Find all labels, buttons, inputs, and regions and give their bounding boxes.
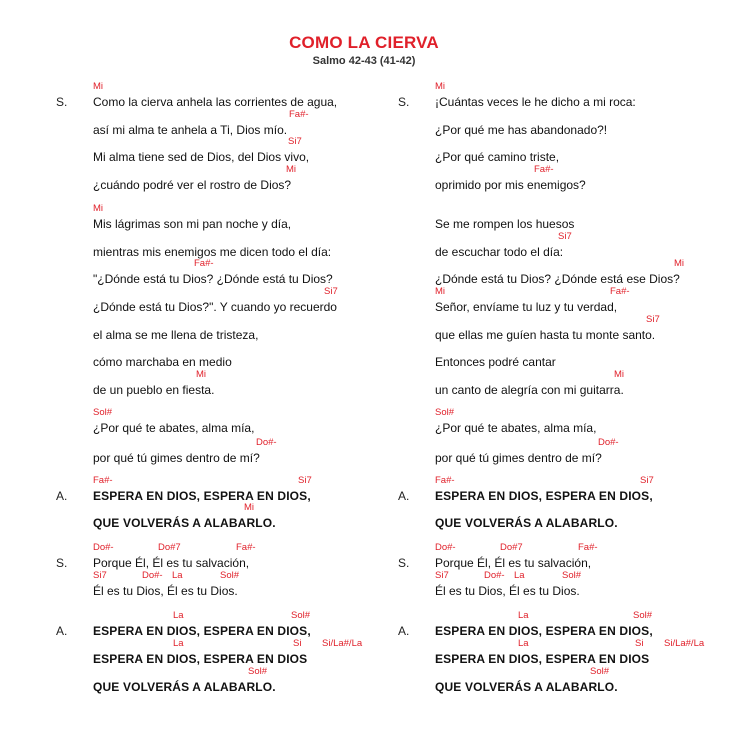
chord-label: Mi: [93, 81, 104, 92]
lyric-line: que ellas me guíen hasta tu monte santo.: [435, 328, 656, 342]
lyric-line: Mis lágrimas son mi pan noche y día,: [93, 217, 292, 231]
chord-label: Do#7: [500, 542, 523, 553]
lyric-line: por qué tú gimes dentro de mí?: [435, 451, 602, 465]
chord-label: Fa#-: [534, 164, 554, 175]
section-label: S.: [398, 95, 410, 109]
lyric-line: Señor, envíame tu luz y tu verdad,: [435, 300, 618, 314]
lyric-line: mientras mis enemigos me dicen todo el día:: [93, 245, 332, 259]
chord-label: Do#7: [158, 542, 181, 553]
chord-label: La: [173, 638, 184, 649]
lyric-line: ¿Por qué te abates, alma mía,: [93, 421, 255, 435]
chord-label: Mi: [196, 369, 207, 380]
lyric-line: ¿cuándo podré ver el rostro de Dios?: [93, 178, 292, 192]
chord-label: Sol#: [220, 570, 240, 581]
refrain-line: ESPERA EN DIOS, ESPERA EN DIOS: [93, 652, 308, 666]
lyric-line: ¿Por qué te abates, alma mía,: [435, 421, 597, 435]
chord-label: Do#-: [93, 542, 114, 553]
refrain-line: ESPERA EN DIOS, ESPERA EN DIOS,: [435, 624, 653, 638]
lyric-line: Entonces podré cantar: [435, 355, 556, 369]
refrain-line: QUE VOLVERÁS A ALABARLO.: [93, 680, 276, 694]
refrain-line: ESPERA EN DIOS, ESPERA EN DIOS,: [93, 489, 311, 503]
chord-label: Mi: [614, 369, 625, 380]
refrain-line: QUE VOLVERÁS A ALABARLO.: [435, 680, 618, 694]
lyric-line: por qué tú gimes dentro de mí?: [93, 451, 260, 465]
chord-label: Mi: [435, 286, 446, 297]
chord-label: Si7: [93, 570, 107, 581]
chord-label: Do#-: [598, 437, 619, 448]
lyric-line: ¿Por qué camino triste,: [435, 150, 560, 164]
chord-label: Do#-: [256, 437, 277, 448]
section-label: S.: [398, 556, 410, 570]
chord-label: Mi: [674, 258, 685, 269]
lyric-line: oprimido por mis enemigos?: [435, 178, 586, 192]
chord-label: Si/La#/La: [664, 638, 705, 649]
chord-label: Si: [635, 638, 644, 649]
lyric-line: así mi alma te anhela a Ti, Dios mío.: [93, 123, 288, 137]
chord-label: Do#-: [435, 542, 456, 553]
chord-label: Fa#-: [93, 475, 113, 486]
chord-label: Sol#: [291, 610, 311, 621]
chord-label: Fa#-: [236, 542, 256, 553]
chord-label: Si: [293, 638, 302, 649]
lyric-line: ¡Cuántas veces le he dicho a mi roca:: [435, 95, 636, 109]
chord-label: Mi: [93, 203, 104, 214]
lyric-line: el alma se me llena de tristeza,: [93, 328, 259, 342]
lyric-line: ¿Dónde está tu Dios? ¿Dónde está ese Dios?: [435, 272, 680, 286]
chord-label: Sol#: [248, 666, 268, 677]
lyric-line: ¿Por qué me has abandonado?!: [435, 123, 608, 137]
chord-label: Mi: [286, 164, 297, 175]
chord-label: Si7: [288, 136, 302, 147]
lyric-line: Porque Él, Él es tu salvación,: [93, 556, 250, 570]
song-title: COMO LA CIERVA: [289, 33, 439, 52]
lyric-line: "¿Dónde está tu Dios? ¿Dónde está tu Dios?: [93, 272, 333, 286]
section-label: S.: [56, 556, 68, 570]
chord-label: Si7: [324, 286, 338, 297]
lyric-line: de un pueblo en fiesta.: [93, 383, 215, 397]
lyric-line: cómo marchaba en medio: [93, 355, 232, 369]
chord-label: Mi: [435, 81, 446, 92]
lyric-line: un canto de alegría con mi guitarra.: [435, 383, 624, 397]
section-label: A.: [56, 624, 68, 638]
refrain-line: QUE VOLVERÁS A ALABARLO.: [435, 516, 618, 530]
section-label: S.: [56, 95, 68, 109]
song-subtitle: Salmo 42-43 (41-42): [312, 55, 416, 67]
chord-label: Fa#-: [578, 542, 598, 553]
refrain-line: ESPERA EN DIOS, ESPERA EN DIOS,: [435, 489, 653, 503]
refrain-line: QUE VOLVERÁS A ALABARLO.: [93, 516, 276, 530]
section-label: A.: [56, 489, 68, 503]
chord-label: Fa#-: [289, 109, 309, 120]
chord-label: Si7: [558, 231, 572, 242]
chord-label: Sol#: [93, 407, 113, 418]
lyric-line: Como la cierva anhela las corrientes de agua,: [93, 95, 338, 109]
chord-label: Sol#: [435, 407, 455, 418]
lyric-line: Mi alma tiene sed de Dios, del Dios vivo,: [93, 150, 310, 164]
chord-label: Fa#-: [610, 286, 630, 297]
chord-label: Si7: [435, 570, 449, 581]
chord-label: Do#-: [484, 570, 505, 581]
chord-label: Do#-: [142, 570, 163, 581]
lyric-line: Porque Él, Él es tu salvación,: [435, 556, 592, 570]
chord-label: La: [518, 638, 529, 649]
chord-label: Si7: [298, 475, 312, 486]
chord-label: Mi: [244, 502, 255, 513]
lyric-line: ¿Dónde está tu Dios?". Y cuando yo recuerdo: [93, 300, 337, 314]
section-label: A.: [398, 624, 410, 638]
chord-label: Si7: [640, 475, 654, 486]
chord-label: Sol#: [562, 570, 582, 581]
chord-label: La: [173, 610, 184, 621]
chord-label: La: [514, 570, 525, 581]
chord-label: Si7: [646, 314, 660, 325]
chord-label: Sol#: [590, 666, 610, 677]
lyric-line: Él es tu Dios, Él es tu Dios.: [93, 584, 238, 598]
chord-label: Fa#-: [194, 258, 214, 269]
chord-label: La: [518, 610, 529, 621]
refrain-line: ESPERA EN DIOS, ESPERA EN DIOS,: [93, 624, 311, 638]
section-label: A.: [398, 489, 410, 503]
refrain-line: ESPERA EN DIOS, ESPERA EN DIOS: [435, 652, 650, 666]
chord-label: Si/La#/La: [322, 638, 363, 649]
chord-label: La: [172, 570, 183, 581]
lyric-line: Se me rompen los huesos: [435, 217, 575, 231]
lyric-line: de escuchar todo el día:: [435, 245, 564, 259]
lyric-line: Él es tu Dios, Él es tu Dios.: [435, 584, 580, 598]
chord-label: Sol#: [633, 610, 653, 621]
chord-label: Fa#-: [435, 475, 455, 486]
